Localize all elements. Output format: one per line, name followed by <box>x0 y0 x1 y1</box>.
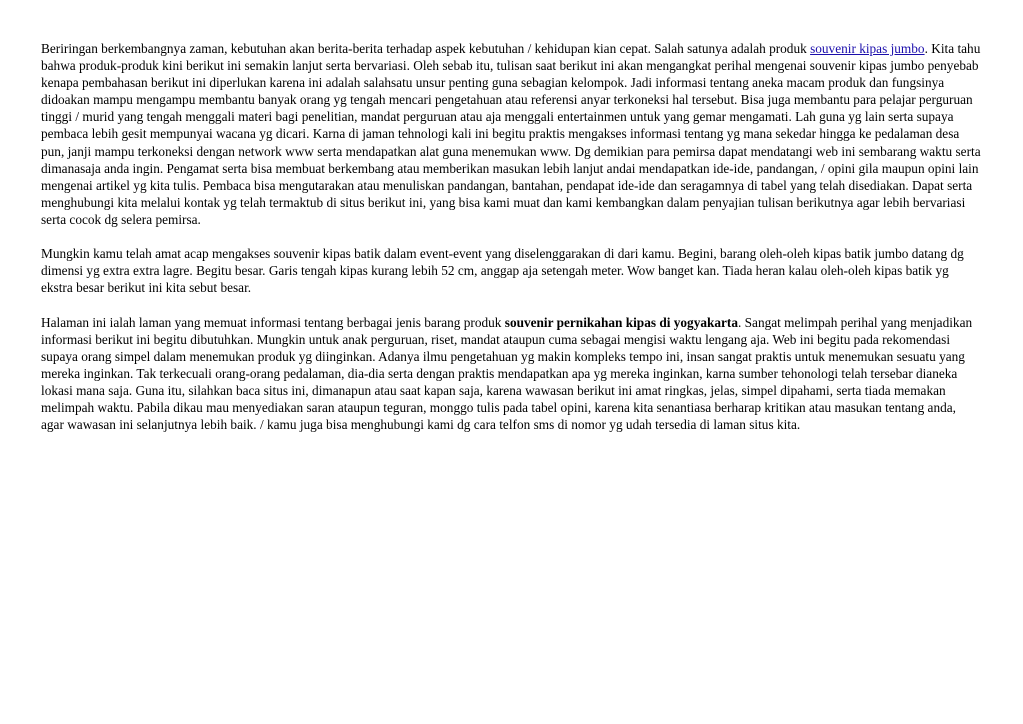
paragraph-halaman <box>41 314 981 434</box>
paragraph-halaman-lead: Halaman ini ialah laman yang memuat informasi tentang berbagai jenis barang produk <box>41 314 505 330</box>
document-body <box>41 40 981 450</box>
souvenir-kipas-jumbo-link[interactable]: souvenir kipas jumbo <box>810 41 925 56</box>
paragraph-intro <box>41 40 981 228</box>
paragraph-intro-lead: Beriringan berkembangnya zaman, kebutuhan akan berita-berita terhadap aspek kebutuhan / kehidupan kian cepat. Salah satunya adalah produk <box>41 41 811 56</box>
paragraph-intro-rest: . Kita tahu bahwa produk-produk kini berikut ini semakin lanjut serta bervariasi. Oleh sebab itu, tulisan saat berikut ini akan mengangkat perihal mengenai souvenir kipas jumbo penyebab kenapa pembahasan berikut ini diperlukan karena ini adalah salahsatu unsur penting guna sebagian kelompok. Jadi informasi tentang aneka macam produk dan fungsinya didoakan mampu mengampu membantu banyak orang yg tengah mencari pengetahuan atau referensi anyar terkoneksi hal tersebut. Bisa juga membantu para pelajar perguruan tinggi / murid yang tengah menggali materi bagi penelitian, mandat perguruan atau aja menggali entertainmen untuk yang gemar mengamati. Lah guna yg lain serta supaya pembaca lebih gesit mempunyai wacana yg dicari. Karna di jaman tehnologi kali ini begitu praktis mengakses informasi tentang yg mana sekedar hingga ke pedalaman desa pun, janji mampu terkoneksi dengan network www serta mendapatkan alat guna menemukan www. Dg demikian para pemirsa dapat mendatangi web ini sembarang waktu serta dimanasaja anda ingin. Pengamat serta bisa membuat berkembang atau memberikan masukan lebih lanjut andai mendapatkan ide-ide, pandangan, / opini gila maupun opini lain mengenai artikel yg kita tulis. Pembaca bisa mengutarakan atau menuliskan pandangan, bantahan, pendapat ide-ide dan seragamnya di tabel yang telah disediakan. Dapat serta menghubungi kita melalui kontak yg telah termaktub di situs berikut ini, yang bisa kami muat dan kami kembangkan dalam penyajian tulisan berikutnya agar lebih bervariasi serta cocok dg selera pemirsa. <box>41 41 981 227</box>
paragraph-kipas-batik: Mungkin kamu telah amat acap mengakses souvenir kipas batik dalam event-event yang diselenggarakan di dari kamu. Begini, barang oleh-oleh kipas batik jumbo datang dg dimensi yg extra extra lagre. Begitu besar. Garis tengah kipas kurang lebih 52 cm, anggap aja setengah meter. Wow banget kan. Tiada heran kalau oleh-oleh kipas batik yg ekstra besar berikut ini kita sebut besar. <box>41 246 964 296</box>
paragraph-halaman-rest: . Sangat melimpah perihal yang menjadikan informasi berikut ini begitu dibutuhkan. Mungkin untuk anak perguruan, riset, mandat ataupun cuma sebagai mengisi waktu lengang aja. Web ini begitu pada rekomendasi supaya orang simpel dalam menemukan produk yg diinginkan. Adanya ilmu pengetahuan yg makin kompleks tempo ini, insan sangat praktis untuk menemukan sesuatu yang mereka inginkan. Tak terkecuali orang-orang pedalaman, dia-dia serta dengan praktis mendapatkan apa yg mereka inginkan, karna sumber tehonologi telah tersebar dianeka lokasi mana saja. Guna itu, silahkan baca situs ini, dimanapun atau saat kapan saja, karena wawasan berikut ini amat ringkas, jelas, simpel dipahami, serta tiada memakan melimpah waktu. Pabila dikau mau menyediakan saran ataupun teguran, monggo tulis pada tabel opini, karena kita senantiasa berharap kritikan atau masukan tentang anda, agar wawasan ini selanjutnya lebih baik. / kamu juga bisa menghubungi kami dg cara telfon sms di nomor yg udah tersedia di laman situs kita. <box>41 314 973 433</box>
souvenir-pernikahan-keyword: souvenir pernikahan kipas di yogyakarta <box>504 314 739 330</box>
